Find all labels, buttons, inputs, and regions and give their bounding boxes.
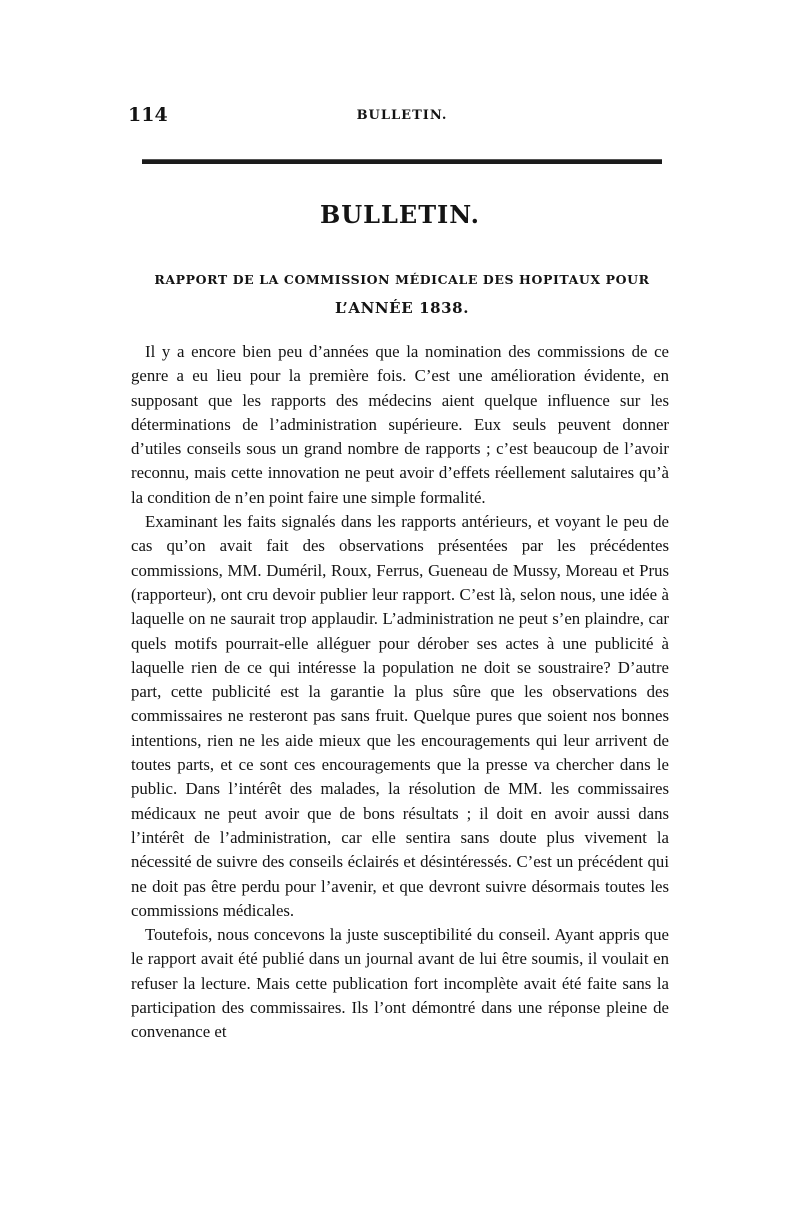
running-title: BULLETIN. xyxy=(356,108,448,123)
section-title: BULLETIN. xyxy=(319,200,481,229)
subtitle-line-1: RAPPORT DE LA COMMISSION MÉDICALE DES HOPITAUX POUR xyxy=(154,272,650,287)
article-body xyxy=(131,340,669,1045)
article-subtitle xyxy=(128,266,676,322)
subtitle-line-2: L’ANNÉE 1838. xyxy=(334,299,470,317)
paragraph: Toutefois, nous concevons la juste susceptibilité du conseil. Ayant appris que le rapport avait été publié dans un journal avant de lui être soumis, il voulait en refuser la lecture. Mais cette publication fort incomplète avait été faite sans la participation des commissaires. Ils l’ont démontré dans une réponse pleine de convenance et xyxy=(131,925,669,1042)
page-header xyxy=(128,104,676,126)
paragraph: Examinant les faits signalés dans les rapports antérieurs, et voyant le peu de cas qu’on avait fait des observations présentées par les précédentes commissions, MM. Duméril, Roux, Ferrus, Gueneau de Mussy, Moreau et Prus (rapporteur), ont cru devoir publier leur rapport. C’est là, selon nous, une idée à laquelle on ne saurait trop applaudir. L’administration ne peut s’en plaindre, car quels motifs pourrait-elle alléguer pour dérober ses actes à une publicité à laquelle rien de ce qui intéresse la population ne doit se soustraire? D’autre part, cette publicité est la garantie la plus sûre que les observations des commissaires ne resteront pas sans fruit. Quelque pures que soient nos bonnes intentions, rien ne les aide mieux que les encouragements qui leur arrivent de toutes parts, et ce sont ces encouragements que la presse va chercher dans le public. Dans l’intérêt des malades, la résolution de MM. les commissaires médicaux ne peut avoir que de bons résultats ; il doit en avoir aussi dans l’intérêt de l’administration, car elle sentira sans doute plus vivement la nécessité de suivre des conseils éclairés et désintéressés. C’est un précédent qui ne doit pas être perdu pour l’avenir, et que devront suivre désormais toutes les commissions médicales. xyxy=(131,512,669,920)
paragraph: Il y a encore bien peu d’années que la nomination des commissions de ce genre a eu lieu pour la première fois. C’est une amélioration évidente, en supposant que les rapports des médecins aient quelque influence sur les déterminations de l’administration supérieure. Eux seuls peuvent donner d’utiles conseils sous un grand nombre de rapports ; c’est beaucoup de l’avoir reconnu, mais cette innovation ne peut avoir d’effets réellement salutaires qu’à la condition de n’en point faire une simple formalité. xyxy=(131,342,669,507)
page-number: 114 xyxy=(128,104,168,126)
header-rule xyxy=(142,159,662,164)
